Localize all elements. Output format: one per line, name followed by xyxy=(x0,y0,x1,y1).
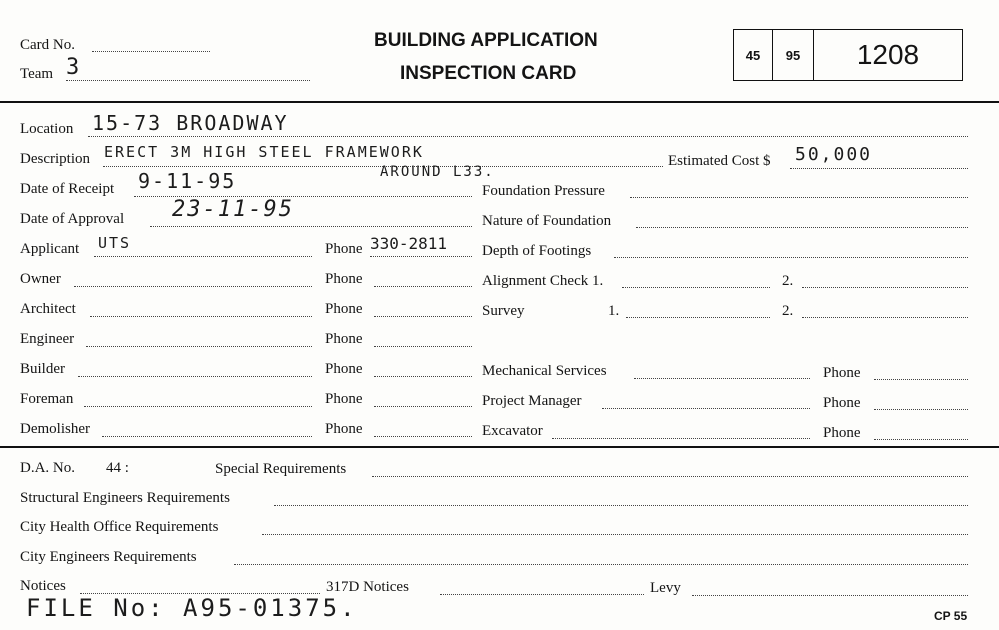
demolisher-label: Demolisher xyxy=(20,421,90,437)
special-req-field[interactable] xyxy=(372,476,968,477)
mechanical-field[interactable] xyxy=(634,378,810,379)
architect-label: Architect xyxy=(20,301,76,317)
alignment-check-2-field[interactable] xyxy=(802,287,968,288)
team-label: Team xyxy=(20,66,54,82)
project-manager-phone-label: Phone xyxy=(823,395,861,411)
card-no-field[interactable] xyxy=(92,51,210,52)
box-code-2: 95 xyxy=(773,30,814,80)
foreman-phone-label: Phone xyxy=(325,391,363,407)
survey-1-field[interactable] xyxy=(626,317,770,318)
file-number: FILE No: A95-01375. xyxy=(26,594,358,622)
title-line-2: INSPECTION CARD xyxy=(400,63,577,84)
depth-footings-field[interactable] xyxy=(614,257,968,258)
depth-footings-label: Depth of Footings xyxy=(482,243,592,259)
description-value-continued: AROUND L33. xyxy=(380,164,495,180)
architect-field[interactable] xyxy=(90,316,312,317)
demolisher-field[interactable] xyxy=(102,436,312,437)
alignment-check-2-label: 2. xyxy=(782,273,794,289)
owner-phone-label: Phone xyxy=(325,271,363,287)
estimated-cost-value: 50,000 xyxy=(795,144,873,165)
builder-label: Builder xyxy=(20,361,65,377)
applicant-phone-label: Phone xyxy=(325,241,363,257)
excavator-label: Excavator xyxy=(482,423,543,439)
alignment-check-label: Alignment Check 1. xyxy=(482,273,604,289)
survey-2-label: 2. xyxy=(782,303,794,319)
city-health-req-label: City Health Office Requirements xyxy=(20,519,219,535)
foreman-phone-field[interactable] xyxy=(374,406,472,407)
demolisher-phone-field[interactable] xyxy=(374,436,472,437)
foundation-pressure-field[interactable] xyxy=(630,197,968,198)
date-approval-value: 23-11-95 xyxy=(172,197,294,222)
applicant-field[interactable] xyxy=(94,256,312,257)
form-code: CP 55 xyxy=(934,609,968,623)
excavator-field[interactable] xyxy=(552,438,810,439)
city-engineers-req-label: City Engineers Requirements xyxy=(20,549,197,565)
date-approval-label: Date of Approval xyxy=(20,211,125,227)
notices-317d-field[interactable] xyxy=(440,594,644,595)
city-engineers-req-field[interactable] xyxy=(234,564,968,565)
mechanical-phone-field[interactable] xyxy=(874,379,968,380)
team-value: 3 xyxy=(66,55,82,80)
levy-field[interactable] xyxy=(692,595,968,596)
owner-label: Owner xyxy=(20,271,61,287)
notices-label: Notices xyxy=(20,578,66,594)
foundation-pressure-label: Foundation Pressure xyxy=(482,183,605,199)
location-label: Location xyxy=(20,121,74,137)
reference-number-box xyxy=(733,29,963,81)
alignment-check-1-field[interactable] xyxy=(622,287,770,288)
builder-phone-field[interactable] xyxy=(374,376,472,377)
foreman-field[interactable] xyxy=(84,406,312,407)
survey-2-field[interactable] xyxy=(802,317,968,318)
da-no-value: 44 : xyxy=(106,460,129,476)
estimated-cost-label: Estimated Cost $ xyxy=(668,153,771,169)
owner-field[interactable] xyxy=(74,286,312,287)
description-value: ERECT 3M HIGH STEEL FRAMEWORK xyxy=(104,143,424,161)
levy-label: Levy xyxy=(650,580,681,596)
project-manager-phone-field[interactable] xyxy=(874,409,968,410)
nature-foundation-field[interactable] xyxy=(636,227,968,228)
team-field[interactable] xyxy=(66,80,310,81)
builder-phone-label: Phone xyxy=(325,361,363,377)
engineer-phone-label: Phone xyxy=(325,331,363,347)
date-approval-field[interactable] xyxy=(150,226,472,227)
project-manager-label: Project Manager xyxy=(482,393,582,409)
structural-req-label: Structural Engineers Requirements xyxy=(20,490,230,506)
city-health-req-field[interactable] xyxy=(262,534,968,535)
owner-phone-field[interactable] xyxy=(374,286,472,287)
date-receipt-value: 9-11-95 xyxy=(138,169,237,193)
survey-label: Survey xyxy=(482,303,525,319)
estimated-cost-field[interactable] xyxy=(790,168,968,169)
demolisher-phone-label: Phone xyxy=(325,421,363,437)
engineer-label: Engineer xyxy=(20,331,75,347)
box-code-1: 45 xyxy=(734,30,773,80)
applicant-value: UTS xyxy=(98,234,132,252)
notices-317d-label: 317D Notices xyxy=(326,579,409,595)
nature-foundation-label: Nature of Foundation xyxy=(482,213,612,229)
description-label: Description xyxy=(20,151,90,167)
box-number: 1208 xyxy=(856,39,920,70)
structural-req-field[interactable] xyxy=(274,505,968,506)
title-line-1: BUILDING APPLICATION xyxy=(374,30,598,51)
special-req-label: Special Requirements xyxy=(215,461,347,477)
da-no-label: D.A. No. xyxy=(20,460,75,476)
architect-phone-field[interactable] xyxy=(374,316,472,317)
mechanical-label: Mechanical Services xyxy=(482,363,607,379)
builder-field[interactable] xyxy=(78,376,312,377)
engineer-phone-field[interactable] xyxy=(374,346,472,347)
excavator-phone-field[interactable] xyxy=(874,439,968,440)
date-receipt-label: Date of Receipt xyxy=(20,181,115,197)
applicant-label: Applicant xyxy=(20,241,80,257)
foreman-label: Foreman xyxy=(20,391,74,407)
architect-phone-label: Phone xyxy=(325,301,363,317)
applicant-phone-field[interactable] xyxy=(370,256,472,257)
engineer-field[interactable] xyxy=(86,346,312,347)
applicant-phone-value: 330-2811 xyxy=(370,234,448,253)
survey-1-label: 1. xyxy=(608,303,620,319)
section-divider xyxy=(0,446,999,448)
mechanical-phone-label: Phone xyxy=(823,365,861,381)
location-value: 15-73 BROADWAY xyxy=(92,111,289,135)
project-manager-field[interactable] xyxy=(602,408,810,409)
card-no-label: Card No. xyxy=(20,37,75,53)
header-divider xyxy=(0,101,999,103)
location-field[interactable] xyxy=(88,136,968,137)
excavator-phone-label: Phone xyxy=(823,425,861,441)
